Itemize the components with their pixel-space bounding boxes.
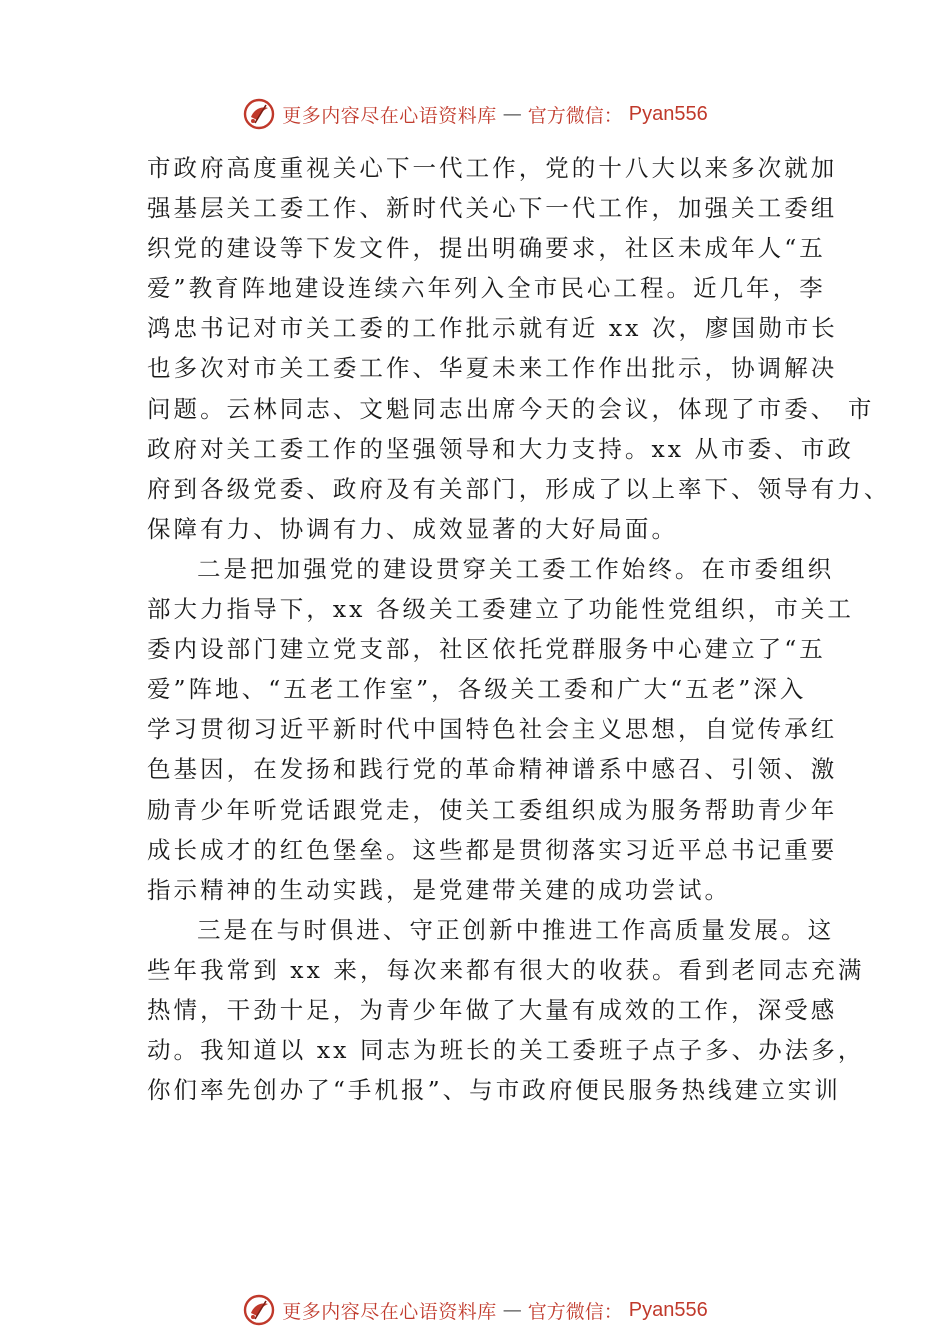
text-line: 三是在与时俱进、守正创新中推进工作高质量发展。这 (197, 915, 835, 944)
text-line: 市政府高度重视关心下一代工作，党的十八大以来多次就加 (147, 154, 838, 182)
text-line: 色基因，在发扬和践行党的革命精神谱系中感召、引领、激 (147, 755, 838, 784)
brand-logo-icon (242, 1293, 276, 1327)
text-line: 学习贯彻习近平新时代中国特色社会主义思想，自觉传承红 (147, 715, 838, 744)
text-line: 热情，干劲十足，为青少年做了大量有成效的工作，深受感 (147, 995, 838, 1024)
text-line: 保障有力、协调有力、成效显著的大好局面。 (147, 514, 678, 543)
text-line: 也多次对市关工委工作、华夏未来工作作出批示，协调解决 (147, 354, 838, 383)
header-banner (0, 94, 950, 134)
text-line: 问题。云林同志、文魁同志出席今天的会议，体现了市委、 市 (147, 394, 875, 423)
banner-slogan: 更多内容尽在心语资料库 (282, 1300, 497, 1323)
text-line: 政府对关工委工作的坚强领导和大力支持。xx 从市委、市政 (147, 434, 854, 463)
text-line: 动。我知道以 xx 同志为班长的关工委班子点子多、办法多， (147, 1036, 865, 1065)
text-line: 指示精神的生动实践，是党建带关建的成功尝试。 (147, 875, 732, 904)
text-line: 你们率先创办了“手机报”、与市政府便民服务热线建立实训 (147, 1076, 841, 1105)
text-line: 二是把加强党的建设贯穿关工委工作始终。在市委组织 (197, 554, 835, 583)
text-line: 鸿忠书记对市关工委的工作批示就有近 xx 次，廖国勋市长 (147, 314, 838, 343)
banner-wechat-id: Pyan556 (628, 1298, 708, 1321)
text-line: 励青少年听党话跟党走，使关工委组织成为服务帮助青少年 (147, 795, 838, 824)
banner-separator: — (502, 1299, 522, 1321)
text-line: 些年我常到 xx 来，每次来都有很大的收获。看到老同志充满 (147, 955, 865, 984)
text-line: 府到各级党委、政府及有关部门，形成了以上率下、领导有力、 (147, 474, 891, 503)
text-line: 爱”教育阵地建设连续六年列入全市民心工程。近几年，李 (147, 274, 826, 303)
text-line: 织党的建设等下发文件，提出明确要求，社区未成年人“五 (147, 234, 826, 263)
banner-separator: — (502, 103, 522, 125)
brand-logo-icon (242, 97, 276, 131)
text-line: 强基层关工委工作、新时代关心下一代工作，加强关工委组 (147, 194, 838, 223)
text-line: 爱”阵地、“五老工作室”，各级关工委和广大“五老”深入 (147, 675, 807, 704)
banner-slogan: 更多内容尽在心语资料库 (282, 104, 497, 127)
text-line: 成长成才的红色堡垒。这些都是贯彻落实习近平总书记重要 (147, 835, 838, 864)
text-line: 委内设部门建立党支部，社区依托党群服务中心建立了“五 (147, 635, 826, 664)
banner-wechat-id: Pyan556 (628, 102, 708, 125)
banner-wechat-label: 官方微信： (527, 104, 623, 127)
document-body (147, 148, 891, 1110)
banner-wechat-label: 官方微信： (527, 1300, 623, 1323)
footer-banner (0, 1290, 950, 1330)
text-line: 部大力指导下，xx 各级关工委建立了功能性党组织，市关工 (147, 595, 854, 624)
